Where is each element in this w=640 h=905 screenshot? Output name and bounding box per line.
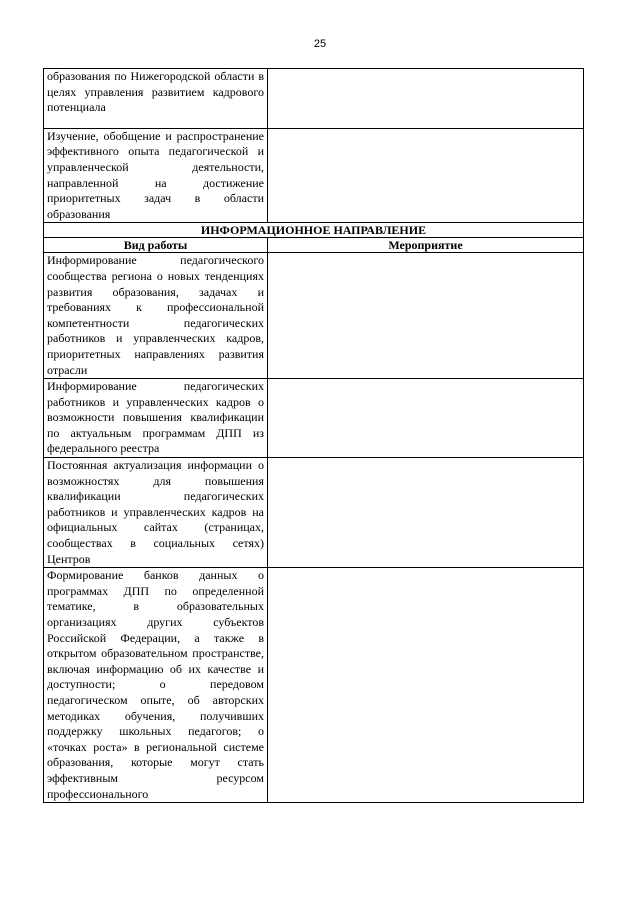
table-row (44, 128, 584, 223)
work-type-text: Информирование педагогических работников и управленческих кадров о возможности повышения квалификации по актуальным программам ДПП из федерального реестра (47, 379, 264, 456)
activity-cell (268, 379, 584, 458)
table-row (44, 69, 584, 129)
column-header-work-type: Вид работы (44, 238, 268, 253)
work-type-text: Изучение, обобщение и распространение эффективного опыта педагогической и управленческой деятельности, направленной на достижение приоритетных задач в области образования (47, 128, 264, 221)
work-plan-table (43, 68, 584, 803)
work-type-cell (44, 69, 268, 129)
column-header-activity: Мероприятие (268, 238, 584, 253)
activity-cell (268, 253, 584, 379)
work-type-cell (44, 568, 268, 803)
work-type-text: Информирование педагогического сообщества региона о новых тенденциях развития образования, задачах и требованиях к профессиональной компетентности педагогических работников и управленческих кадров, приоритетных направлениях развития отрасли (47, 253, 264, 377)
activity-cell (268, 458, 584, 568)
activity-cell (268, 568, 584, 803)
work-type-text: Формирование банков данных о программах ДПП по определенной тематике, в образовательных организациях других субъектов Российской Федерации, а также в открытом образовательном пространстве, включая информацию об их качестве и доступности; о передовом педагогическом опыте, об авторских методиках обучения, получивших поддержку школьных педагогов; о «точках роста» в региональной системе образования, которые могут стать эффективным ресурсом профессионального (47, 568, 264, 801)
work-type-cell (44, 458, 268, 568)
work-type-cell (44, 379, 268, 458)
table-row (44, 253, 584, 379)
activity-cell (268, 69, 584, 129)
table-row (44, 568, 584, 803)
column-header-row (44, 238, 584, 253)
section-heading-row (44, 223, 584, 238)
work-type-cell (44, 253, 268, 379)
work-type-cell (44, 128, 268, 223)
work-type-text: Постоянная актуализация информации о возможностях для повышения квалификации педагогических работников и управленческих кадров на официальных сайтах (страницах, сообществах в социальных сетях) Центров (47, 458, 264, 566)
section-title: ИНФОРМАЦИОННОЕ НАПРАВЛЕНИЕ (44, 223, 584, 238)
table-row (44, 379, 584, 458)
table-row (44, 458, 584, 568)
activity-cell (268, 128, 584, 223)
work-type-text: образования по Нижегородской области в целях управления развитием кадрового потенциала (47, 69, 264, 115)
page-number: 25 (313, 38, 327, 50)
